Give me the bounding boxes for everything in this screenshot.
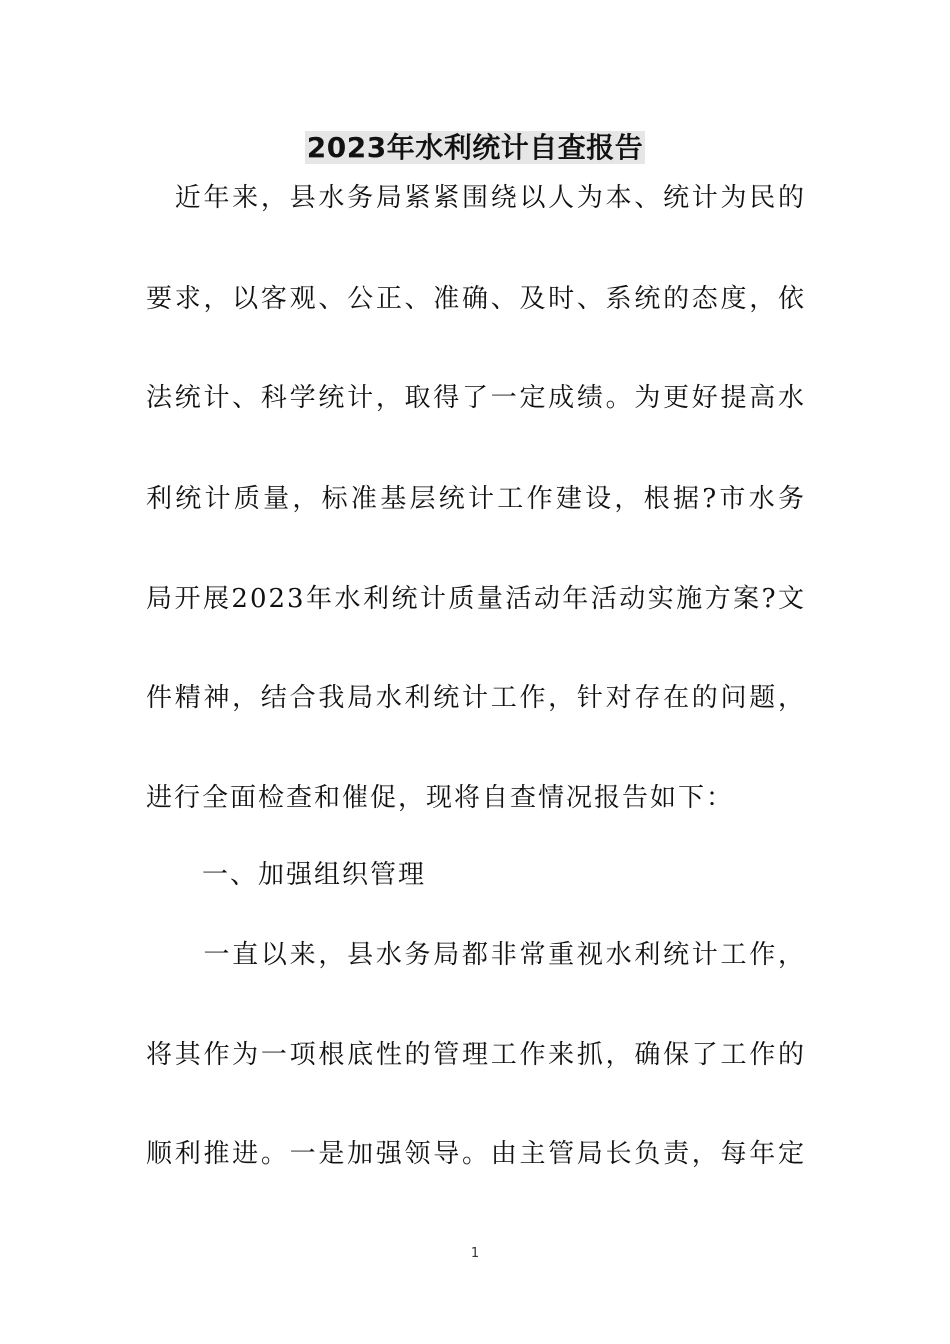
paragraph-line: 一直以来，县水务局都非常重视水利统计工作， — [146, 940, 806, 970]
paragraph-line: 局开展2023年水利统计质量活动年活动实施方案?文 — [146, 584, 806, 614]
paragraph-line: 将其作为一项根底性的管理工作来抓，确保了工作的 — [146, 1040, 806, 1070]
paragraph-line: 利统计质量，标准基层统计工作建设，根据?市水务 — [146, 484, 806, 514]
paragraph-line: 法统计、科学统计，取得了一定成绩。为更好提高水 — [146, 383, 806, 413]
document-title — [0, 128, 950, 168]
paragraph-line: 顺利推进。一是加强领导。由主管局长负责，每年定 — [146, 1139, 806, 1169]
paragraph-line: 进行全面检查和催促，现将自查情况报告如下： — [146, 783, 735, 813]
paragraph-line: 件精神，结合我局水利统计工作，针对存在的问题， — [146, 683, 806, 713]
paragraph-line: 近年来，县水务局紧紧围绕以人为本、统计为民的 — [146, 183, 806, 213]
document-title-text: 2023年水利统计自查报告 — [306, 131, 644, 164]
page-number: 1 — [470, 1246, 480, 1261]
section-heading: 一、加强组织管理 — [146, 860, 427, 890]
paragraph-line: 要求，以客观、公正、准确、及时、系统的态度，依 — [146, 284, 806, 314]
